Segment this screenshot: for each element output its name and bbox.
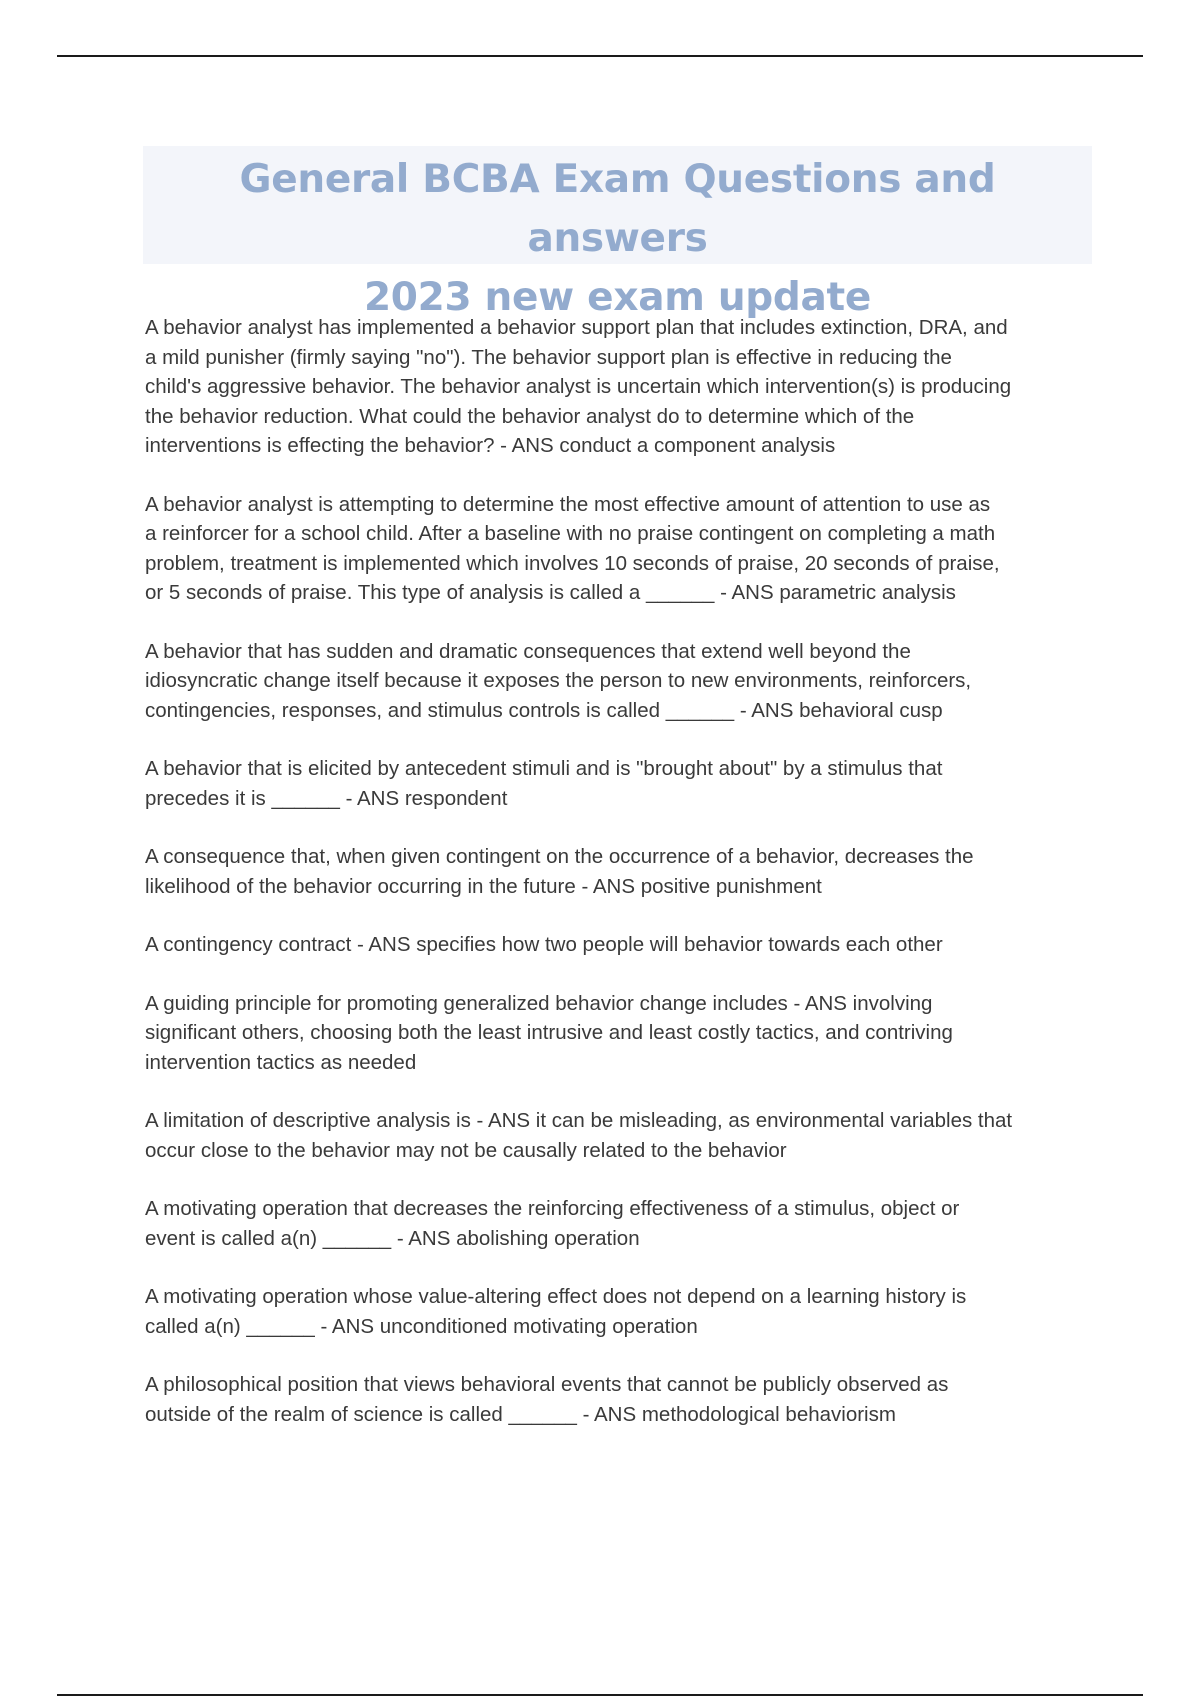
qa-line: likelihood of the behavior occurring in the future - ANS positive punishment <box>145 874 822 898</box>
qa-item <box>145 1370 1090 1429</box>
qa-line: A guiding principle for promoting generalized behavior change includes - ANS involving <box>145 991 933 1015</box>
qa-item <box>145 490 1090 608</box>
qa-line: A motivating operation whose value-altering effect does not depend on a learning history is <box>145 1285 967 1308</box>
qa-line: A limitation of descriptive analysis is - ANS it can be misleading, as environmental variables that <box>145 1109 1013 1132</box>
qa-line: A behavior that is elicited by antecedent stimuli and is "brought about" by a stimulus that <box>145 757 943 780</box>
qa-line: precedes it is ______ - ANS respondent <box>145 786 508 810</box>
bottom-rule <box>57 1694 1143 1696</box>
qa-line: called a(n) ______ - ANS unconditioned motivating operation <box>145 1314 698 1338</box>
qa-item <box>145 637 1090 726</box>
qa-item <box>145 1194 1090 1253</box>
qa-line: occur close to the behavior may not be causally related to the behavior <box>145 1138 787 1162</box>
document-title-banner <box>143 146 1092 320</box>
qa-line: idiosyncratic change itself because it exposes the person to new environments, reinforcers, <box>145 669 972 692</box>
qa-item <box>145 754 1090 813</box>
qa-item <box>145 930 1090 960</box>
qa-line: significant others, choosing both the least intrusive and least costly tactics, and contriving <box>145 1021 953 1044</box>
qa-line: a mild punisher (firmly saying "no"). The behavior support plan is effective in reducing the <box>145 345 952 369</box>
qa-line: event is called a(n) ______ - ANS abolishing operation <box>145 1226 640 1250</box>
qa-line: interventions is effecting the behavior? - ANS conduct a component analysis <box>145 434 836 457</box>
qa-item <box>145 1282 1090 1341</box>
qa-line: the behavior reduction. What could the behavior analyst do to determine which of the <box>145 404 915 428</box>
qa-item <box>145 842 1090 901</box>
qa-item <box>145 313 1090 461</box>
qa-item <box>145 1106 1090 1165</box>
top-rule <box>57 55 1143 57</box>
qa-line: A motivating operation that decreases the reinforcing effectiveness of a stimulus, object or <box>145 1197 960 1220</box>
qa-line: A behavior analyst has implemented a behavior support plan that includes extinction, DRA, and <box>145 316 1008 339</box>
qa-line: child's aggressive behavior. The behavior analyst is uncertain which intervention(s) is producing <box>145 375 1012 398</box>
qa-list <box>145 313 1090 1458</box>
qa-line: A philosophical position that views behavioral events that cannot be publicly observed as <box>145 1373 949 1396</box>
qa-line: or 5 seconds of praise. This type of analysis is called a ______ - ANS parametric analysis <box>145 581 956 604</box>
qa-line: outside of the realm of science is called ______ - ANS methodological behaviorism <box>145 1402 896 1426</box>
document-title-line-1: General BCBA Exam Questions and answers <box>239 157 996 261</box>
qa-line: intervention tactics as needed <box>145 1050 417 1074</box>
qa-line: A behavior analyst is attempting to determine the most effective amount of attention to use as <box>145 492 991 516</box>
qa-line: problem, treatment is implemented which involves 10 seconds of praise, 20 seconds of praise, <box>145 551 1000 575</box>
qa-line: A behavior that has sudden and dramatic consequences that extend well beyond the <box>145 639 911 663</box>
qa-line: A contingency contract - ANS specifies how two people will behavior towards each other <box>145 933 943 956</box>
qa-line: a reinforcer for a school child. After a baseline with no praise contingent on completing a math <box>145 522 996 545</box>
document-title-line-2: 2023 new exam update <box>363 275 872 320</box>
qa-item <box>145 989 1090 1078</box>
qa-line: A consequence that, when given contingent on the occurrence of a behavior, decreases the <box>145 845 974 868</box>
qa-line: contingencies, responses, and stimulus controls is called ______ - ANS behavioral cusp <box>145 698 943 722</box>
